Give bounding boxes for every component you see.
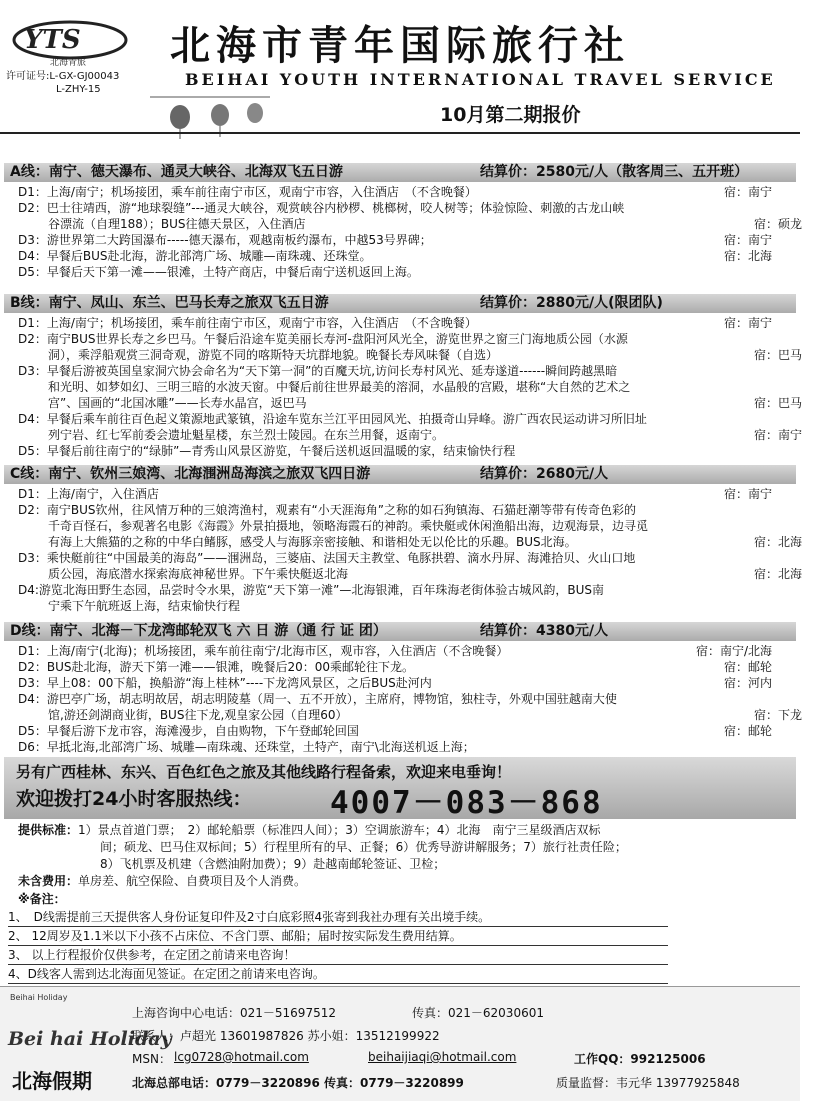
standards-label: 提供标准： — [18, 823, 79, 837]
promo-text: 另有广西桂林、东兴、百色红色之旅及其他线路行程备索，欢迎来电垂询！ — [16, 763, 512, 781]
itinerary-line — [18, 518, 824, 534]
itinerary-line — [18, 232, 794, 248]
overnight-location: 宿：南宁 — [723, 316, 772, 330]
note-item: 2、 12周岁及1.1米以下小孩不占床位、不含门票、邮船；届时按实际发生费用结算。 — [8, 928, 668, 946]
itinerary-line — [18, 675, 794, 691]
period-label: 10月第二期报价 — [440, 104, 581, 126]
overnight-location: 宿：邮轮 — [723, 660, 772, 674]
quality-supervisor: 质量监督：韦元华 13977925848 — [556, 1076, 740, 1090]
itinerary-text: D5：早餐后游下龙市容，海滩漫步，自由购物，下午登邮轮回国 — [18, 724, 359, 738]
route-title: A线：南宁、德天瀑布、通灵大峡谷、北海双飞五日游 — [10, 164, 343, 180]
route-header — [4, 294, 796, 313]
excluded-text: 单房差、航空保险、自费项目及个人消费。 — [78, 874, 307, 888]
itinerary-text: D4：游巴亭广场，胡志明故居，胡志明陵墓（周一、五不开放），主席府，博物馆，独柱寺，外观中国驻越南大使 — [18, 692, 617, 706]
itinerary-line — [18, 427, 824, 443]
work-qq: 工作QQ：992125006 — [574, 1052, 706, 1066]
itinerary-line — [18, 502, 794, 518]
overnight-location: 宿：巴马 — [753, 348, 802, 362]
itinerary-text: D4：早餐后BUS赴北海，游北部湾广场、城雕—南珠魂、还珠堂。 — [18, 249, 372, 263]
note-item: 4、D线客人需到达北海面见签证。在定团之前请来电咨询。 — [8, 966, 668, 984]
itinerary-text: D1：上海/南宁；机场接团，乘车前往南宁市区，观南宁市容，入住酒店 （不含晚餐） — [18, 316, 477, 330]
route-header — [4, 465, 796, 484]
itinerary-line — [18, 659, 794, 675]
itinerary-text: 宫”、国画的“北国冰雕”——长寿水晶宫，返巴马 — [48, 396, 307, 410]
page-subtitle: BEIHAI YOUTH INTERNATIONAL TRAVEL SERVICE — [185, 70, 776, 89]
route-title: C线：南宁、钦州三娘湾、北海涠洲岛海滨之旅双飞四日游 — [10, 466, 371, 482]
overnight-location: 宿：南宁 — [753, 428, 802, 442]
itinerary-line — [18, 534, 824, 550]
overnight-location: 宿：南宁/北海 — [695, 644, 772, 658]
excluded-label: 未含费用： — [18, 874, 79, 888]
itinerary-line — [18, 550, 794, 566]
itinerary-text: D1：上海/南宁；机场接团，乘车前往南宁市区，观南宁市容，入住酒店 （不含晚餐） — [18, 185, 477, 199]
itinerary-line — [18, 707, 824, 723]
itinerary-line — [18, 331, 794, 347]
route-title: D线：南宁、北海－下龙湾邮轮双飞 六 日 游（通 行 证 团） — [10, 623, 387, 639]
itinerary-line — [18, 363, 794, 379]
msn-label: MSN： — [132, 1052, 171, 1066]
hotline-label: 欢迎拨打24小时客服热线： — [16, 788, 252, 810]
itinerary-text: 质公园，海底潜水探索海底神秘世界。下午乘快艇返北海 — [48, 567, 349, 581]
route-title: B线：南宁、凤山、东兰、巴马长寿之旅双飞五日游 — [10, 295, 329, 311]
overnight-location: 宿：南宁 — [723, 233, 772, 247]
itinerary-text: 馆,游还剑湖商业街，BUS往下龙,观皇家公园（自理60） — [48, 708, 348, 722]
itinerary-text: D2：南宁BUS钦州，往风情万种的三娘湾渔村，观素有“小天涯海角”之称的如石狗镇海、石猫赶潮等带有传奇色彩的 — [18, 503, 636, 517]
itinerary-text: D3：乘快艇前往“中国最美的海岛”——涠洲岛，三婆庙、法国天主教堂、龟豚拱碧、滴水丹屏、海滩拾贝、火山口地 — [18, 551, 636, 565]
itinerary-line — [18, 264, 794, 280]
itinerary-line — [18, 395, 824, 411]
itinerary-line — [18, 566, 824, 582]
holiday-cn-text: 北海假期 — [12, 1069, 92, 1093]
itinerary-text: D1：上海/南宁，入住酒店 — [18, 487, 159, 501]
holiday-logo-text: Bei hai Holiday — [8, 1028, 172, 1050]
standards-line: 间；硕龙、巴马住双标间；5）行程里所有的早、正餐；6）优秀导游讲解服务；7）旅行社责任险； — [100, 840, 627, 854]
shanghai-phone: 上海咨询中心电话：021－51697512 — [132, 1006, 336, 1020]
itinerary-text: D2：巴士往靖西，游“地球裂缝”---通灵大峡谷，观赏峡谷内桫椤、桃榔树，咬人树等；体验惊险、刺激的古龙山峡 — [18, 201, 625, 215]
page-title: 北海市青年国际旅行社 — [170, 23, 630, 69]
route-header — [4, 622, 796, 641]
standards-section — [18, 822, 788, 873]
shanghai-fax: 传真：021－62030601 — [412, 1006, 544, 1020]
header-divider — [0, 132, 800, 134]
itinerary-text: D2：BUS赴北海，游天下第一滩——银滩，晚餐后20：00乘邮轮往下龙。 — [18, 660, 415, 674]
itinerary-text: 谷漂流（自理188）；BUS往德天景区，入住酒店 — [48, 217, 306, 231]
itinerary-line — [18, 248, 794, 264]
itinerary-line — [18, 347, 824, 363]
itinerary-line — [18, 411, 794, 427]
route-price: 结算价：2880元/人(限团队) — [480, 295, 663, 311]
itinerary-text: 有海上大熊猫的之称的中华白鳍豚，感受人与海豚亲密接触、和谐相处无以伦比的乐趣。BUS北海。 — [48, 535, 577, 549]
overnight-location: 宿：下龙 — [753, 708, 802, 722]
license-line-2: L-ZHY-15 — [56, 84, 101, 95]
svg-text:YTS: YTS — [24, 25, 81, 55]
overnight-location: 宿：南宁 — [723, 185, 772, 199]
note-item: 1、 D线需提前三天提供客人身份证复印件及2寸白底彩照4张寄到我社办理有关出境手续。 — [8, 909, 668, 927]
itinerary-text: D1：上海/南宁(北海)；机场接团，乘车前往南宁/北海市区，观市容，入住酒店（不含晚餐） — [18, 644, 509, 658]
itinerary-text: 宁乘下午航班返上海，结束愉快行程 — [48, 599, 241, 613]
itinerary-text: D3：早上08：00下船，换船游“海上桂林”----下龙湾风景区，之后BUS赴河内 — [18, 676, 432, 690]
itinerary-text: D4：早餐后乘车前往百色起义策源地武篆镇，沿途车览东兰江平田园风光、拍摄奇山异峰。游广西农民运动讲习所旧址 — [18, 412, 647, 426]
overnight-location: 宿：河内 — [723, 676, 772, 690]
overnight-location: 宿：邮轮 — [723, 724, 772, 738]
itinerary-line — [18, 723, 794, 739]
itinerary-line — [18, 443, 794, 459]
itinerary-line — [18, 200, 794, 216]
itinerary-text: D3：游世界第二大跨国瀑布-----德天瀑布，观越南板约瀑布，中越53号界碑； — [18, 233, 432, 247]
itinerary-line — [18, 315, 794, 331]
note-item: 3、 以上行程报价仅供参考，在定团之前请来电咨询！ — [8, 947, 668, 965]
msn-link-2[interactable]: beihaijiaqi@hotmail.com — [368, 1050, 517, 1064]
itinerary-text: D4:游览北海田野生态园，品尝时令水果，游览“天下第一滩”—北海银滩，百年珠海老街体验古城风韵，BUS南 — [18, 583, 604, 597]
itinerary-text: 千奇百怪石，参观著名电影《海霞》外景拍摄地，领略海霞石的神韵。乘快艇或休闲渔船出海，边观海景，边寻觅 — [48, 519, 649, 533]
itinerary-text: D5：早餐后天下第一滩——银滩，土特产商店，中餐后南宁送机返回上海。 — [18, 265, 419, 279]
itinerary-line — [18, 216, 824, 232]
hotline-number[interactable]: 4007－083－868 — [330, 785, 603, 821]
overnight-location: 宿：南宁 — [723, 487, 772, 501]
itinerary-line — [18, 184, 794, 200]
itinerary-line — [18, 739, 794, 755]
contact-persons: 联系人：卢超光 13601987826 苏小姐：13512199922 — [132, 1029, 440, 1043]
itinerary-text: D3：早餐后游被英国皇家洞穴协会命名为“天下第一洞”的百魔天坑,访问长寿村风光、延寿遂道------瞬间跨越黑暗 — [18, 364, 618, 378]
notes-label: ※备注： — [18, 892, 66, 906]
license-numbers — [6, 70, 119, 96]
itinerary-text: D2：南宁BUS世界长寿之乡巴马。午餐后沿途车览美丽长寿河-盘阳河风光全，游览世界之窗三门海地质公园（水源 — [18, 332, 628, 346]
msn-link-1[interactable]: lcg0728@hotmail.com — [174, 1050, 309, 1064]
itinerary-line — [18, 486, 794, 502]
itinerary-line — [18, 643, 794, 659]
logo-text: 北海青旅 — [50, 58, 87, 68]
itinerary-text: 和光明、如梦如幻、三明三暗的水波天窗。中餐后前往世界最美的溶洞，水晶般的宫殿，堪称“大自然的艺术之 — [48, 380, 631, 394]
itinerary-line — [18, 691, 794, 707]
hq-phone: 北海总部电话：0779－3220896 传真：0779－3220899 — [132, 1076, 464, 1090]
overnight-location: 宿：硕龙 — [753, 217, 802, 231]
holiday-top-text: Beihai Holiday — [10, 993, 68, 1002]
excluded-section — [18, 873, 788, 890]
overnight-location: 宿：巴马 — [753, 396, 802, 410]
route-price: 结算价：2680元/人 — [480, 466, 609, 482]
route-price: 结算价：4380元/人 — [480, 623, 609, 639]
itinerary-line — [18, 582, 794, 598]
overnight-location: 宿：北海 — [723, 249, 772, 263]
route-price: 结算价：2580元/人（散客周三、五开班） — [480, 164, 749, 180]
overnight-location: 宿：北海 — [753, 535, 802, 549]
itinerary-text: D6：早抵北海,北部湾广场、城雕—南珠魂、还珠堂，土特产，南宁\北海送机返上海； — [18, 740, 475, 754]
company-logo — [10, 10, 130, 70]
itinerary-line — [18, 379, 824, 395]
itinerary-text: D5：早餐后前往南宁的“绿肺”—青秀山风景区游览，午餐后送机返回温暖的家，结束愉快行程 — [18, 444, 516, 458]
license-line-1: 许可证号:L-GX-GJ00043 — [6, 71, 120, 82]
route-header — [4, 163, 796, 182]
overnight-location: 宿：北海 — [753, 567, 802, 581]
itinerary-line — [18, 598, 824, 614]
itinerary-text: 列宁岩、红七军前委会遗址魁星楼，东兰烈士陵园。在东兰用餐，返南宁。 — [48, 428, 445, 442]
standards-line: 1）景点首道门票； 2）邮轮船票（标准四人间）；3）空调旅游车；4）北海 南宁三星级酒店双标 — [78, 823, 601, 837]
standards-line: 8）飞机票及机建（含燃油附加费）；9）赴越南邮轮签证、卫检； — [100, 857, 446, 871]
itinerary-text: 洞），乘浮船观赏三洞奇观，游览不同的喀斯特天坑群地貌。晚餐长寿风味餐（自选） — [48, 348, 499, 362]
